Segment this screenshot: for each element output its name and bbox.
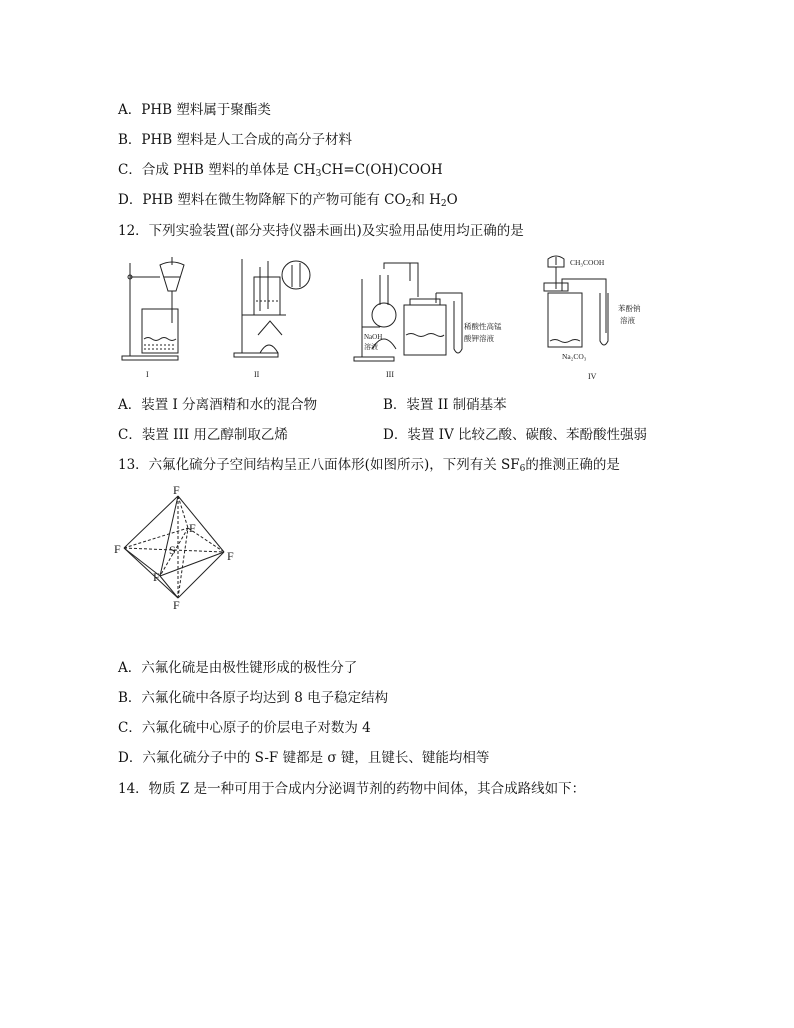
fig-label-1: I [146, 370, 149, 379]
q11-option-c: C．合成 PHB 塑料的单体是 $CH_3CH=C(OH)COOH$ [118, 162, 443, 179]
q12-apparatus-figure [118, 253, 678, 383]
q12-option-d: D．装置 IV 比较乙酸、碳酸、苯酚酸性强弱 [383, 427, 647, 443]
atom-f-bottom: F [173, 598, 180, 612]
q14-stem: 14．物质 Z 是一种可用于合成内分泌调节剂的药物中间体，其合成路线如下： [118, 781, 586, 797]
fig-label-2: II [254, 370, 260, 379]
q12-option-a: A．装置 I 分离酒精和水的混合物 [118, 397, 318, 413]
atom-f-right: F [227, 549, 234, 563]
q12-option-c: C．装置 III 用乙醇制取乙烯 [118, 427, 288, 443]
q13-octahedron-figure [110, 482, 250, 618]
apparatus-1 [122, 257, 184, 360]
apparatus-4 [544, 256, 608, 347]
atom-s-center: S [169, 543, 176, 557]
atom-f-left: F [114, 542, 121, 556]
q11-option-b: B．PHB 塑料是人工合成的高分子材料 [118, 132, 352, 148]
fig-naoh-2: 溶液 [364, 343, 378, 351]
fig-na2co3: Na₂CO₃ [562, 352, 587, 361]
fig-kmno4-2: 酸钾溶液 [464, 334, 494, 343]
atom-f-front: F [153, 570, 160, 584]
q11-option-a: A．PHB 塑料属于聚酯类 [118, 102, 271, 118]
fig-naoh-1: NaOH [364, 333, 383, 341]
apparatus-2 [234, 259, 310, 357]
fig-phenolate-1: 苯酚钠 [618, 304, 641, 313]
fig-phenolate-2: 溶液 [620, 316, 635, 325]
fig-ch3cooh: CH₃COOH [570, 258, 605, 267]
fig-kmno4-1: 稀酸性高锰 [464, 322, 502, 331]
q13-option-d: D．六氟化硫分子中的 S-F 键都是 σ 键，且键长、键能均相等 [118, 750, 490, 766]
q13-stem: 13．六氟化硫分子空间结构呈正八面体形(如图所示)，下列有关 $SF_6$的推测正确的是 [118, 457, 620, 474]
atom-f-back: F [189, 521, 196, 535]
fig-label-4: IV [588, 372, 597, 381]
q11-option-d: D．PHB 塑料在微生物降解下的产物可能有 $CO_2$和 $H_2O$ [118, 192, 458, 209]
q12-stem: 12．下列实验装置(部分夹持仪器未画出)及实验用品使用均正确的是 [118, 223, 524, 239]
atom-f-top: F [173, 483, 180, 497]
q13-option-c: C．六氟化硫中心原子的价层电子对数为 4 [118, 720, 371, 736]
q13-option-a: A．六氟化硫是由极性键形成的极性分了 [118, 660, 358, 676]
fig-label-3: III [386, 370, 394, 379]
q13-option-b: B．六氟化硫中各原子均达到 8 电子稳定结构 [118, 690, 389, 706]
q12-option-b: B．装置 II 制硝基苯 [383, 397, 507, 413]
